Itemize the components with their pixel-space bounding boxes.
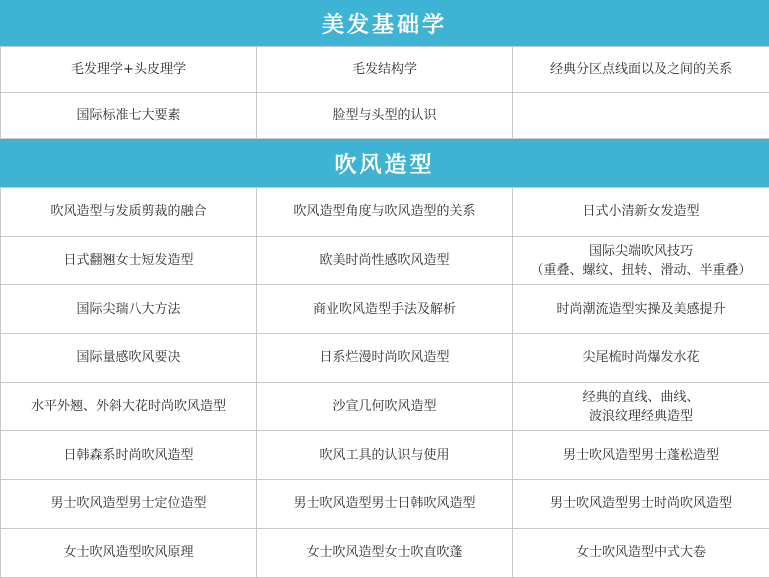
section-title-blowdry: 吹风造型: [0, 139, 769, 187]
course-cell: 日系烂漫时尚吹风造型: [257, 334, 513, 383]
course-cell: 商业吹风造型手法及解析: [257, 285, 513, 334]
course-cell: 吹风造型与发质剪裁的融合: [1, 188, 257, 237]
course-cell: 时尚潮流造型实操及美感提升: [513, 285, 769, 334]
table-row: [1, 480, 769, 529]
table-row: [1, 236, 769, 285]
table-row: [1, 334, 769, 383]
course-cell: 女士吹风造型吹风原理: [1, 528, 257, 577]
course-cell: 吹风造型角度与吹风造型的关系: [257, 188, 513, 237]
course-cell: 日韩森系时尚吹风造型: [1, 431, 257, 480]
course-cell: 毛发结构学: [257, 47, 513, 93]
table-row: [1, 382, 769, 431]
table-row: [1, 93, 769, 139]
course-cell: 毛发理学+头皮理学: [1, 47, 257, 93]
course-cell: 水平外翘、外斜大花时尚吹风造型: [1, 382, 257, 431]
course-cell: 经典分区点线面以及之间的关系: [513, 47, 769, 93]
course-cell: 脸型与头型的认识: [257, 93, 513, 139]
course-cell: 男士吹风造型男士定位造型: [1, 480, 257, 529]
course-cell: 吹风工具的认识与使用: [257, 431, 513, 480]
course-cell: 男士吹风造型男士日韩吹风造型: [257, 480, 513, 529]
section-title-basics: 美发基础学: [0, 0, 769, 46]
course-cell: 国际量感吹风要决: [1, 334, 257, 383]
course-cell: 尖尾梳时尚爆发水花: [513, 334, 769, 383]
course-cell: 日式小清新女发造型: [513, 188, 769, 237]
basics-table: [0, 46, 769, 139]
course-cell: 男士吹风造型男士蓬松造型: [513, 431, 769, 480]
course-cell: 国际标准七大要素: [1, 93, 257, 139]
course-cell: 日式翻翘女士短发造型: [1, 236, 257, 285]
course-cell: 国际尖瑞八大方法: [1, 285, 257, 334]
course-cell: 沙宣几何吹风造型: [257, 382, 513, 431]
table-row: [1, 431, 769, 480]
course-cell: 欧美时尚性感吹风造型: [257, 236, 513, 285]
table-row: [1, 47, 769, 93]
course-cell: 女士吹风造型中式大卷: [513, 528, 769, 577]
table-row: [1, 188, 769, 237]
course-cell: [513, 93, 769, 139]
course-cell: 国际尖端吹风技巧 （重叠、螺纹、扭转、滑动、半重叠）: [513, 236, 769, 285]
course-cell: 女士吹风造型女士吹直吹蓬: [257, 528, 513, 577]
course-cell: 男士吹风造型男士时尚吹风造型: [513, 480, 769, 529]
table-row: [1, 528, 769, 577]
course-cell: 经典的直线、曲线、 波浪纹理经典造型: [513, 382, 769, 431]
blowdry-table: [0, 187, 769, 578]
table-row: [1, 285, 769, 334]
